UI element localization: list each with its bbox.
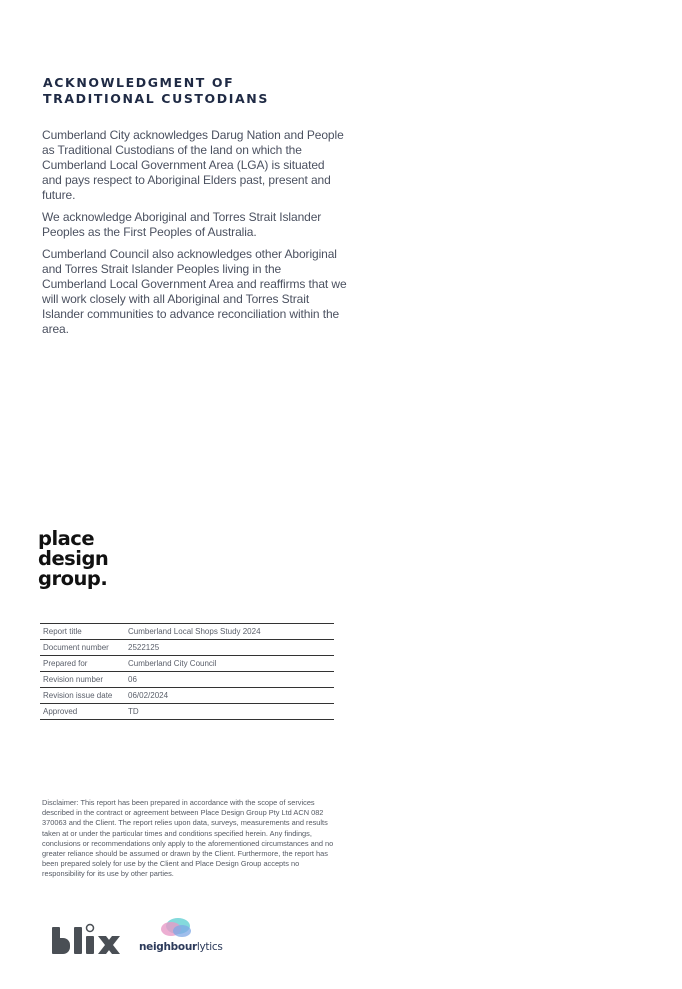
- row-value: Cumberland City Council: [128, 659, 217, 668]
- acknowledgment-paragraph-1: Cumberland City acknowledges Darug Nation and People as Traditional Custodians of the land on which the Cumberland Local Government Area (LGA) is situated and pays respect to Aboriginal Elders past, present and future.: [42, 128, 344, 202]
- row-value: 06: [128, 675, 137, 684]
- row-label: Approved: [43, 707, 78, 716]
- logo-line-3: group.: [38, 567, 108, 590]
- table-row: [40, 704, 334, 720]
- row-value: Cumberland Local Shops Study 2024: [128, 627, 261, 636]
- table-row: [40, 688, 334, 704]
- table-row: [40, 656, 334, 672]
- row-value: 06/02/2024: [128, 691, 169, 700]
- report-details-table: [40, 623, 334, 720]
- row-label: Revision issue date: [43, 691, 113, 700]
- neighbourlytics-symbol-icon: [140, 915, 200, 941]
- table-row: [40, 672, 334, 688]
- table-row: [40, 640, 334, 656]
- table-row: [40, 624, 334, 640]
- row-label: Prepared for: [43, 659, 88, 668]
- section-title-line2: TRADITIONAL CUSTODIANS: [43, 91, 269, 106]
- neighbourlytics-bold: neighbour: [139, 941, 197, 953]
- place-design-group-logo: [38, 529, 108, 589]
- logo-line-1: place: [38, 527, 95, 550]
- row-value: TD: [128, 707, 139, 716]
- disclaimer-text: Disclaimer: This report has been prepared in accordance with the scope of services described in the contract or agreement between Place Design Group Pty Ltd ACN 082 370063 and the Client. The report relies upon data, surveys, measurements and results taken at or under the particular times and conditions specified herein. Any findings, conclusions or recommendations only apply to the aforementioned circumstances and no greater reliance should be assumed or drawn by the Client. Furthermore, the report has been prepared solely for use by the Client and Place Design Group accepts no responsibility for its use by other parties.: [42, 798, 334, 879]
- row-value: 2522125: [128, 643, 160, 652]
- row-label: Revision number: [43, 675, 104, 684]
- acknowledgment-paragraph-3: Cumberland Council also acknowledges other Aboriginal and Torres Strait Islander Peoples living in the Cumberland Local Government Area and reaffirms that we will work closely with all Aboriginal and Torres Strait Islander communities to advance reconciliation within the area.: [42, 247, 347, 336]
- neighbourlytics-logo: [139, 941, 222, 953]
- section-title: [43, 75, 363, 107]
- neighbourlytics-rest: lytics: [196, 941, 223, 953]
- section-title-line1: ACKNOWLEDGMENT OF: [43, 75, 235, 90]
- logo-line-2: design: [38, 547, 109, 570]
- acknowledgment-body: [42, 128, 347, 344]
- acknowledgment-paragraph-2: We acknowledge Aboriginal and Torres Strait Islander Peoples as the First Peoples of Australia.: [42, 210, 322, 239]
- row-label: Document number: [43, 643, 109, 652]
- blix-logo-icon: [50, 922, 122, 956]
- row-label: Report title: [43, 627, 82, 636]
